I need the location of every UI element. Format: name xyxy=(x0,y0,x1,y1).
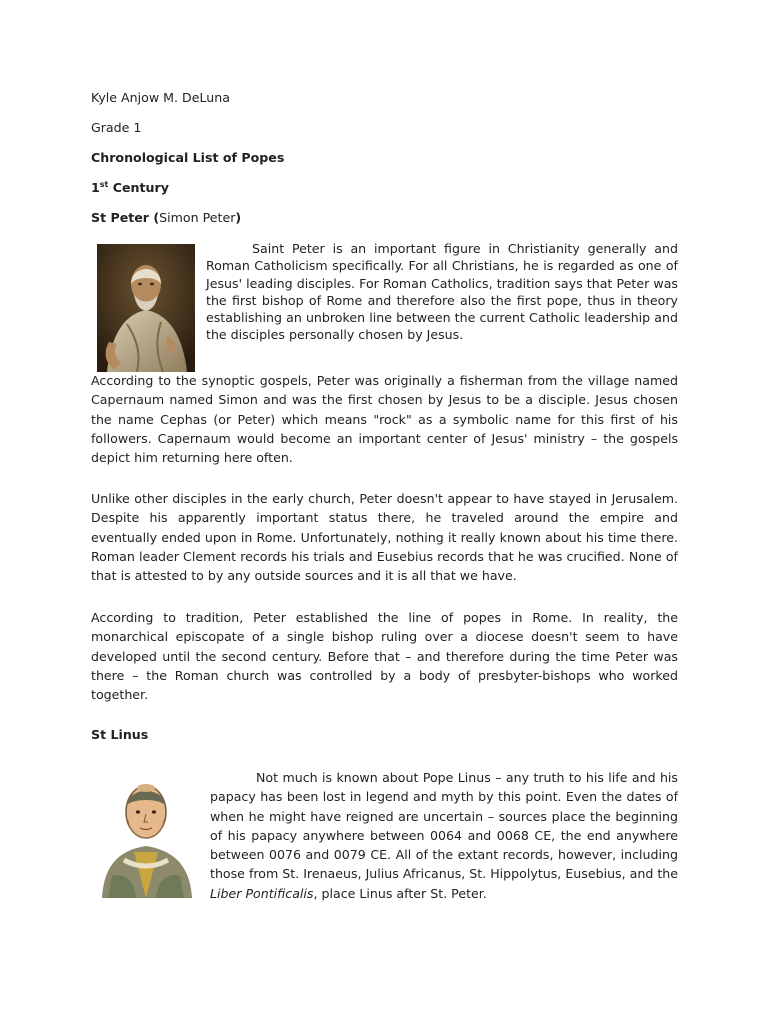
st-linus-portrait-icon xyxy=(94,776,198,898)
peter-heading-name: Simon Peter xyxy=(159,210,236,225)
st-peter-portrait-svg xyxy=(97,244,195,372)
peter-heading xyxy=(91,210,241,225)
author-name: Kyle Anjow M. DeLuna xyxy=(91,90,230,105)
st-peter-portrait-icon xyxy=(97,244,195,372)
linus-intro-paragraph xyxy=(210,768,678,903)
linus-intro-ending: , place Linus after St. Peter. xyxy=(313,885,487,901)
linus-intro-text: Not much is known about Pope Linus – any truth to his life and his papacy has been lost in legend and myth by this point. Even the dates of when he might have reigned are uncertain – sources place the beginning of his papacy anywhere between 0064 and 0068 CE, the end anywhere between 0076 and 0079 CE. All of the extant records, however, including those from St. Irenaeus, Julius Africanus, St. Hippolytus, Eusebius, and the xyxy=(210,770,678,882)
peter-paragraph-rome: Unlike other disciples in the early church, Peter doesn't appear to have stayed in Jerusalem. Despite his apparently important status there, he traveled around the empire and eventually ended upon in Rome. Unfortunately, nothing it really known about his time there. Roman leader Clement records his trials and Eusebius records that he was crucified. None of that is attested to by any outside sources and it is all that we have. xyxy=(91,491,678,584)
peter-paragraph-tradition: According to tradition, Peter established the line of popes in Rome. In reality, the monarchical episcopate of a single bishop ruling over a diocese doesn't seem to have developed until the second century. Before that – and therefore during the time Peter was there – the Roman church was controlled by a body of presbyter-bishops who worked together. xyxy=(91,610,678,703)
peter-heading-close: ) xyxy=(235,210,242,225)
grade-label: Grade 1 xyxy=(91,120,142,135)
linus-heading: St Linus xyxy=(91,727,149,742)
peter-paragraph-gospels: According to the synoptic gospels, Peter was originally a fisherman from the village named Capernaum named Simon and was the first chosen by Jesus to be a disciple. Jesus chosen the name Cephas (or Peter) which means "rock" as a symbolic name for this first of his followers. Capernaum would become an important center of Jesus' ministry – the gospels depict him returning here often. xyxy=(91,373,678,466)
st-linus-portrait-svg xyxy=(94,776,198,898)
peter-heading-prefix: St Peter ( xyxy=(91,210,160,225)
century-number: 1 xyxy=(91,180,100,195)
century-heading xyxy=(91,180,169,195)
peter-intro-paragraph: Saint Peter is an important figure in Christianity generally and Roman Catholicism specifically. For all Christians, he is regarded as one of Jesus' leading disciples. For Roman Catholics, tradition says that Peter was the first bishop of Rome and therefore also the first pope, thus in theory establishing an unbroken line between the current Catholic leadership and the disciples personally chosen by Jesus. xyxy=(206,241,678,343)
document-title: Chronological List of Popes xyxy=(91,150,285,165)
century-suffix: st xyxy=(99,179,109,189)
liber-pontificalis-title: Liber Pontificalis xyxy=(210,885,314,901)
century-label: Century xyxy=(108,180,169,195)
